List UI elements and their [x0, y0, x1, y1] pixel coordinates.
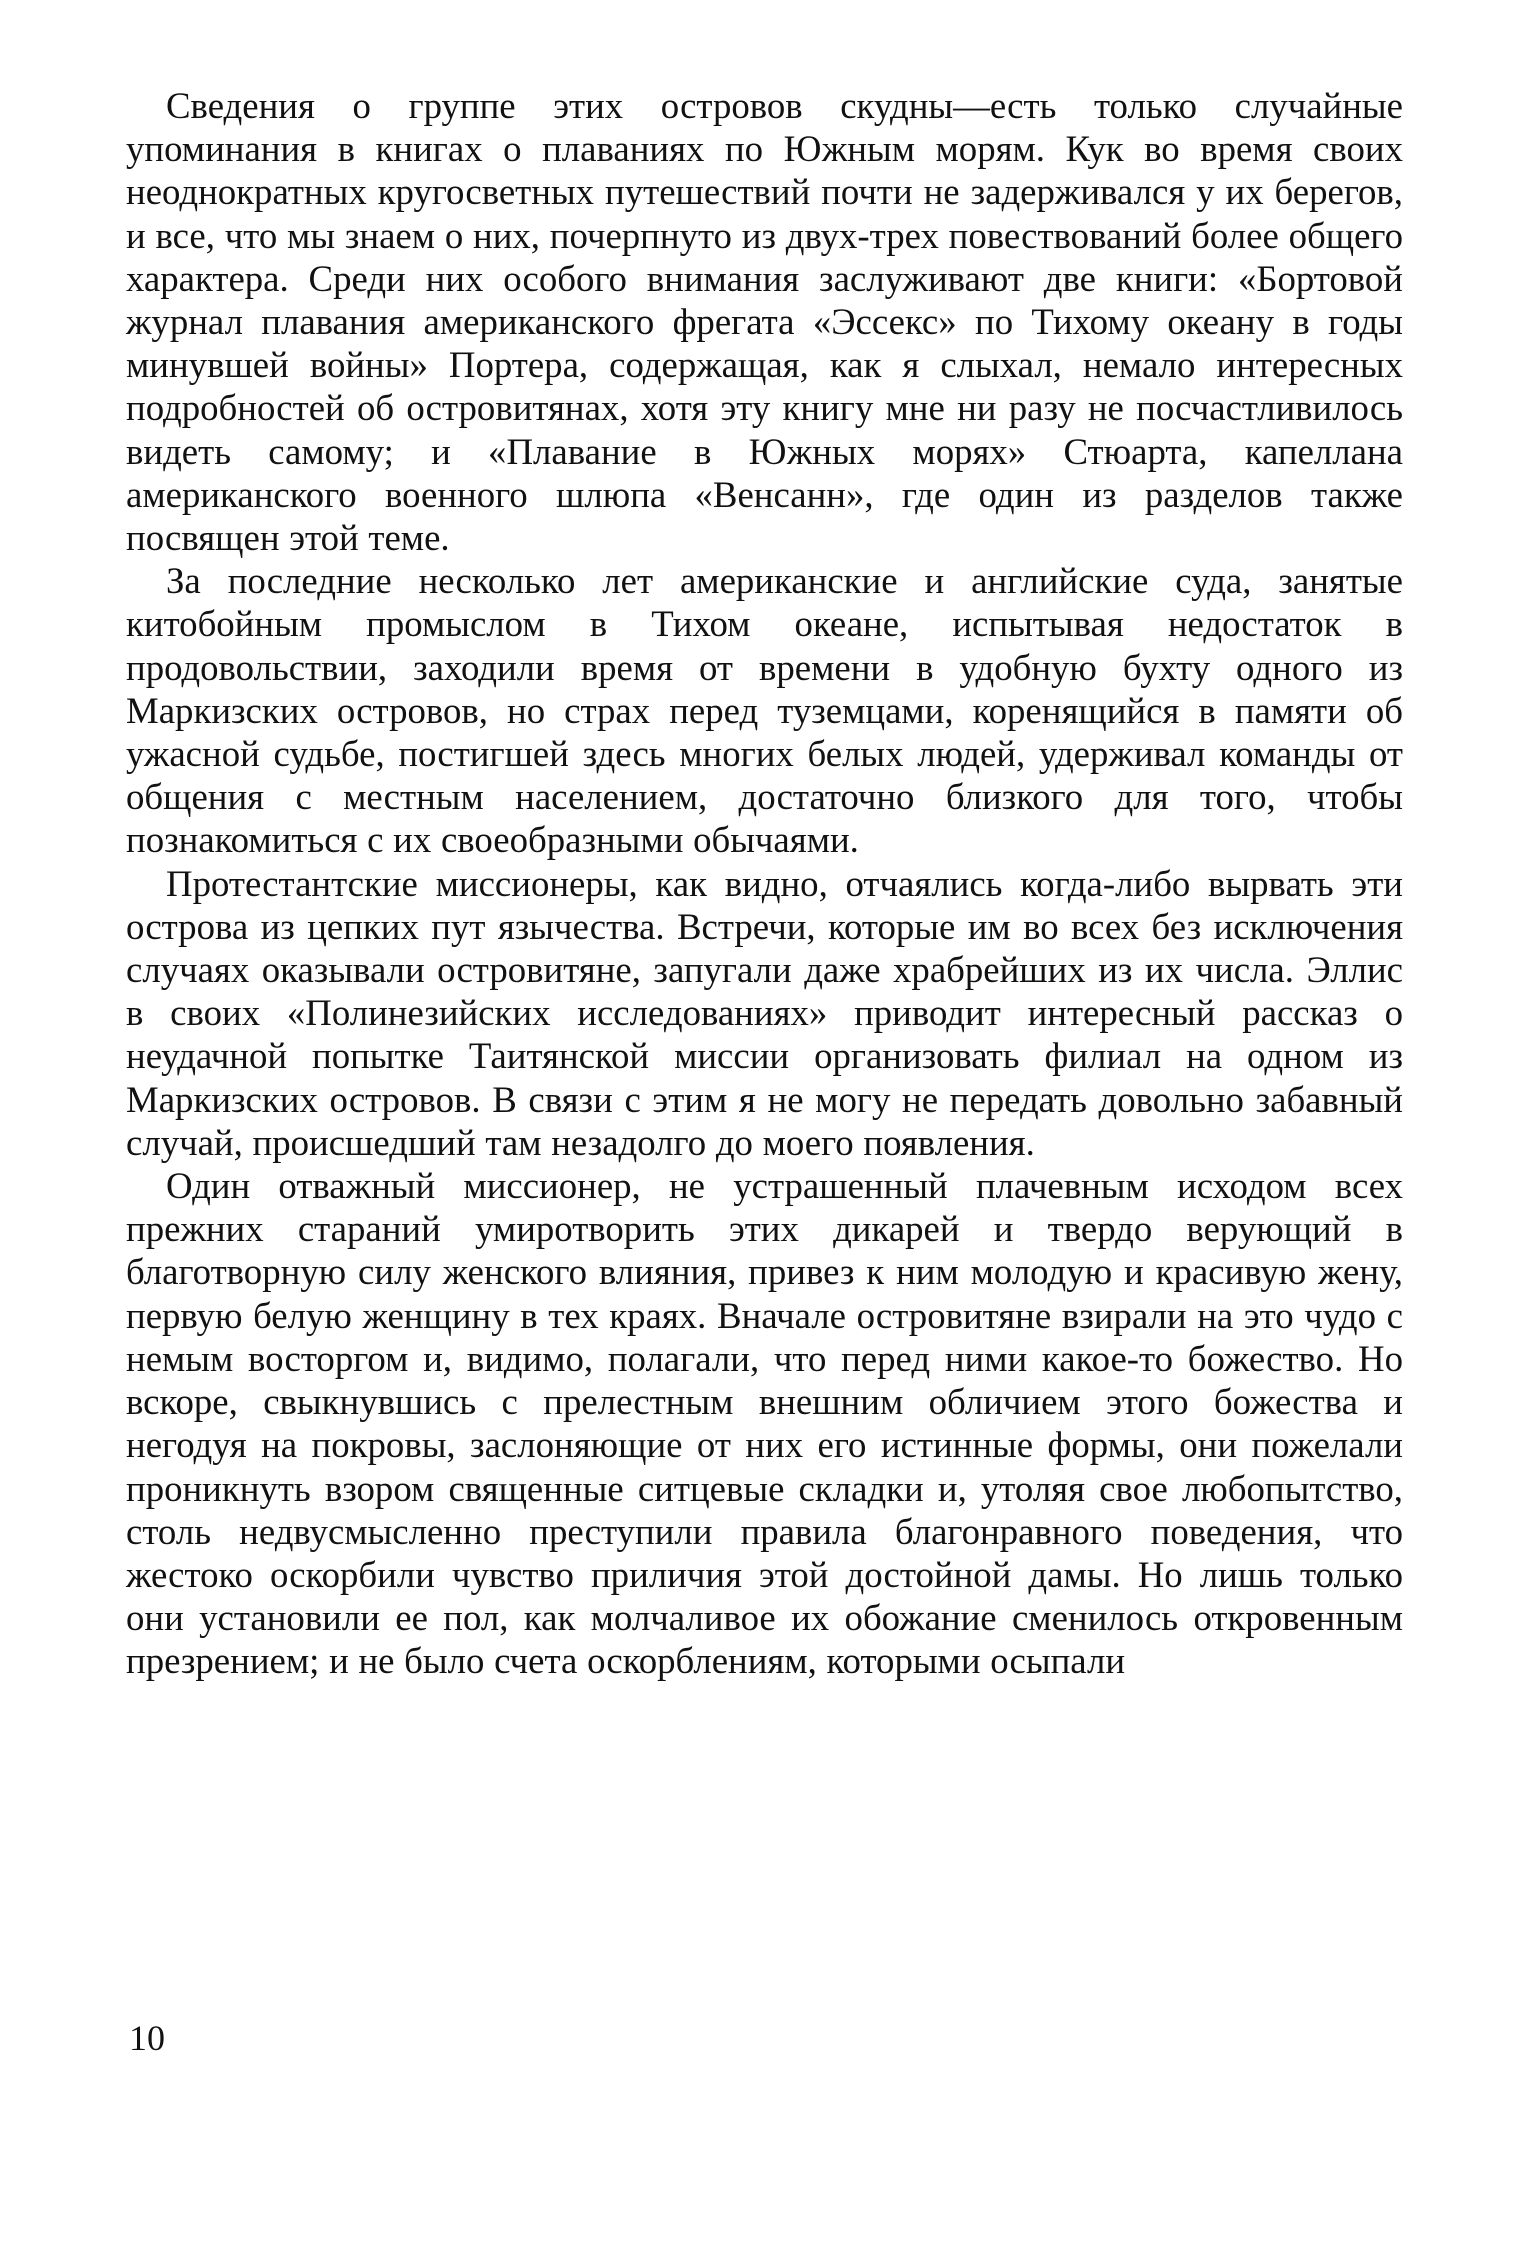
paragraph-sources: Сведения о группе этих островов скудны—есть только случайные упоминания в книгах о плаваниях по Южным морям. Кук во время своих неоднократных кругосветных путешествий почти не задерживался у их берегов, и все, что мы знаем о них, почерпнуто из двух-трех повествований более общего характера. Среди них особого внимания заслуживают две книги: «Бортовой журнал плавания американского фрегата «Эссекс» по Тихому океану в годы минувшей войны» Портера, содержащая, как я слыхал, немало интересных подробностей об островитянах, хотя эту книгу мне ни разу не посчастливилось видеть самому; и «Плавание в Южных морях» Стюарта, капеллана американского военного шлюпа «Венсанн», где один из разделов также посвящен этой теме.	[126, 85, 1403, 559]
paragraph-missionaries: Протестантские миссионеры, как видно, отчаялись когда-либо вырвать эти острова из цепких пут язычества. Встречи, которые им во всех без исключения случаях оказывали островитяне, запугали даже храбрейших из их числа. Эллис в своих «Полинезийских исследованиях» приводит интересный рассказ о неудачной попытке Таитянской миссии организовать филиал на одном из Маркизских островов. В связи с этим я не могу не передать довольно забавный случай, происшедший там незадолго до моего появления.	[126, 862, 1403, 1163]
page-number: 10	[129, 2018, 165, 2058]
body-text	[126, 84, 1403, 1683]
paragraph-missionary-wife: Один отважный миссионер, не устрашенный плачевным исходом всех прежних стараний умиротворить этих дикарей и твердо верующий в благотворную силу женского влияния, привез к ним молодую и красивую жену, первую белую женщину в тех краях. Вначале островитяне взирали на это чудо с немым восторгом и, видимо, полагали, что перед ними какое-то божество. Но вскоре, свыкнувшись с прелестным внешним обличием этого божества и негодуя на покровы, заслоняющие от них его истинные формы, они пожелали проникнуть взором священные ситцевые складки и, утоляя свое любопытство, столь недвусмысленно преступили правила благонравного поведения, что жестоко оскорбили чувство приличия этой достойной дамы. Но лишь только они установили ее пол, как молчаливое их обожание сменилось откровенным презрением; и не было счета оскорблениям, которыми осыпали	[126, 1165, 1403, 1682]
paragraph-whalers: За последние несколько лет американские и английские суда, занятые китобойным промыслом в Тихом океане, испытывая недостаток в продовольствии, заходили время от времени в удобную бухту одного из Маркизских островов, но страх перед туземцами, коренящийся в памяти об ужасной судьбе, постигшей здесь многих белых людей, удерживал команды от общения с местным населением, достаточно близкого для того, чтобы познакомиться с их своеобразными обычаями.	[126, 560, 1403, 861]
